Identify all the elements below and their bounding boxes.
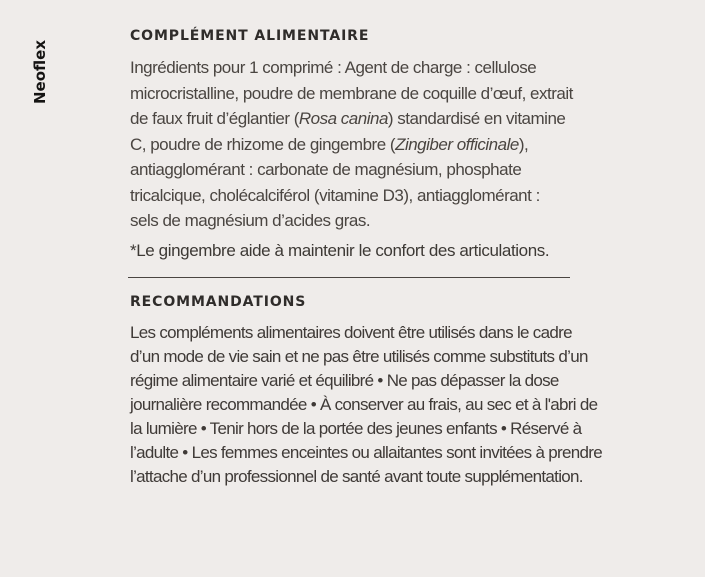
recommendations-text	[130, 321, 610, 489]
recommendations-line: Les compléments alimentaires doivent être utilisés dans le cadre	[130, 323, 572, 342]
ingredients-line: antiagglomérant : carbonate de magnésium, phosphate	[130, 160, 522, 179]
ingredients-line: tricalcique, cholécalciférol (vitamine D3), antiagglomérant :	[130, 185, 540, 205]
recommendations-line: l’attache d’un professionnel de santé avant toute supplémentation.	[130, 467, 583, 486]
brand-logo: Neoflex	[31, 40, 49, 104]
section-divider	[128, 277, 570, 278]
footnote: *Le gingembre aide à maintenir le confort des articulations.	[130, 240, 550, 260]
ingredients-text-run: C, poudre de rhizome de gingembre	[130, 134, 390, 154]
recommendations-section	[130, 294, 610, 489]
ingredients-text-run: standardisé en vitamine	[393, 109, 566, 128]
ingredients-line: C, poudre de rhizome de gingembre (Zingiber officinale),	[130, 134, 529, 154]
recommendations-line: régime alimentaire varié et équilibré • Ne pas dépasser la dose	[130, 371, 559, 390]
ingredients-title: COMPLÉMENT ALIMENTAIRE	[130, 28, 370, 44]
recommendations-line: l’adulte • Les femmes enceintes ou allaitantes sont invitées à prendre	[130, 443, 602, 462]
ingredients-section	[130, 28, 615, 263]
ingredients-text-run: de faux fruit d’églantier	[130, 109, 294, 128]
botanical-name: Zingiber officinale	[395, 134, 519, 154]
ingredients-line: sels de magnésium d’acides gras.	[130, 211, 371, 230]
recommendations-line: journalière recommandée • À conserver au frais, au sec et à l'abri de	[130, 395, 598, 414]
recommendations-line: d’un mode de vie sain et ne pas être utilisés comme substituts d’un	[130, 347, 588, 366]
recommendations-line: la lumière • Tenir hors de la portée des jeunes enfants • Réservé à	[130, 419, 582, 438]
botanical-name: Rosa canina	[298, 109, 388, 128]
ingredients-line: de faux fruit d’églantier (Rosa canina) standardisé en vitamine	[130, 109, 566, 128]
recommendations-title: RECOMMANDATIONS	[130, 294, 307, 310]
ingredients-line: microcristalline, poudre de membrane de coquille d’œuf, extrait	[130, 83, 573, 103]
ingredients-line: Ingrédients pour 1 comprimé : Agent de charge : cellulose	[130, 58, 537, 77]
ingredients-text	[130, 55, 615, 234]
ingredients-text-run: ,	[523, 134, 529, 154]
